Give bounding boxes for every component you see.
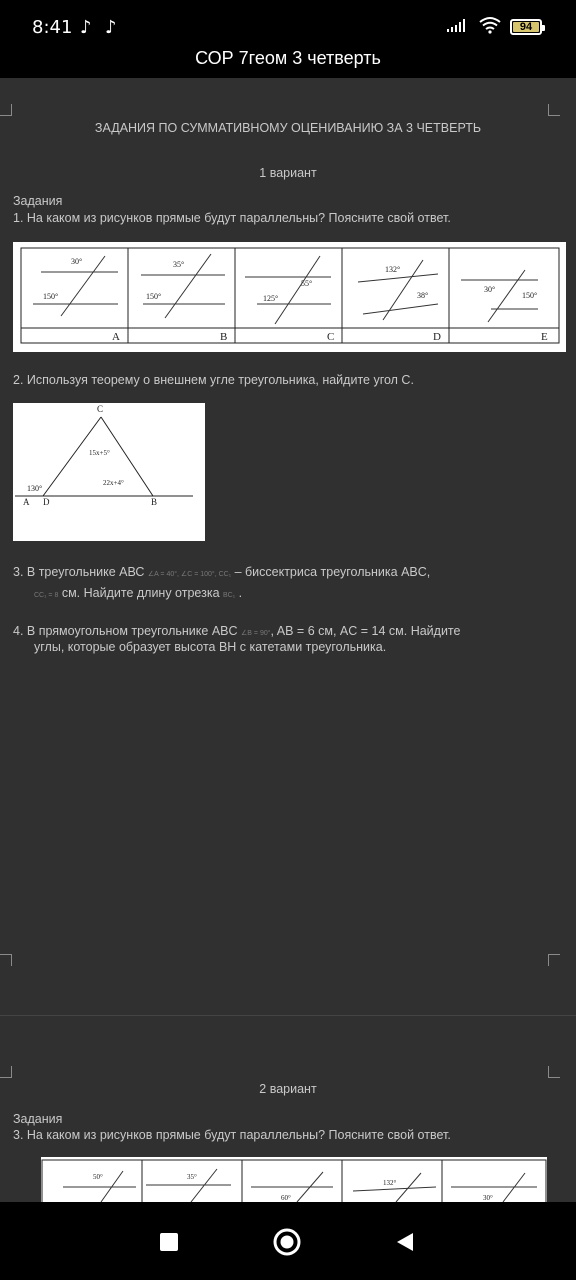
page-corner-mark	[548, 954, 560, 966]
angle-label: 30°	[484, 285, 496, 294]
angle-label: 132°	[385, 265, 401, 274]
q3-text: .	[238, 586, 243, 600]
back-button[interactable]	[393, 1230, 417, 1254]
angle-label: 38°	[417, 291, 429, 300]
wifi-icon	[478, 16, 502, 34]
question-3-line1	[13, 565, 430, 579]
cell-letter: A	[112, 331, 120, 343]
q3-formula: BC₁	[223, 592, 236, 599]
tiktok-icon: ♪	[105, 17, 117, 38]
question-3-line2	[34, 586, 242, 600]
angle-label: 50°	[93, 1173, 103, 1181]
angle-label: 30°	[71, 257, 83, 266]
page-corner-mark	[0, 1066, 12, 1078]
back-icon	[393, 1230, 417, 1254]
variant-label: 2 вариант	[259, 1082, 317, 1096]
tasks-label: Задания	[13, 1112, 63, 1126]
figure-svg	[41, 1157, 547, 1202]
vertex-c-label: C	[97, 404, 104, 414]
page-corner-mark	[548, 1066, 560, 1078]
page-corner-mark	[0, 104, 12, 116]
angle-label: 60°	[281, 1194, 291, 1202]
angle-label: 125°	[263, 294, 279, 303]
figure-svg	[13, 242, 566, 352]
parallel-lines-figure-v2	[41, 1157, 547, 1202]
parallel-lines-figure	[13, 242, 566, 352]
q3-text: – биссектриса треугольника ABC,	[234, 565, 431, 579]
question-2: 2. Используя теорему о внешнем угле треугольника, найдите угол C.	[13, 373, 414, 387]
page-corner-mark	[0, 954, 12, 966]
cell-letter: E	[541, 331, 548, 343]
cell-letter: C	[327, 331, 335, 343]
home-icon	[272, 1227, 302, 1257]
document-title: СОР 7геом 3 четверть	[195, 48, 381, 68]
clock: 8:41	[32, 17, 73, 38]
angle-label: 35°	[173, 260, 185, 269]
navigation-bar	[0, 1202, 576, 1280]
battery-icon	[510, 19, 542, 35]
q3-text: см. Найдите длину отрезка	[61, 586, 220, 600]
home-button[interactable]	[272, 1227, 302, 1257]
q3-formula: ∠A = 40°, ∠C = 100°, CC₁	[147, 571, 232, 578]
page-corner-mark	[548, 104, 560, 116]
triangle-figure	[13, 403, 205, 541]
variant-label: 1 вариант	[259, 166, 317, 180]
angle-label: 55°	[301, 279, 313, 288]
angle-label: 30°	[483, 1194, 493, 1202]
angle-label: 35°	[187, 1173, 197, 1181]
q3-text: 3. В треугольнике АВС	[13, 565, 145, 579]
q4-formula: ∠B = 90°	[241, 630, 271, 637]
vertex-b-label: B	[151, 497, 158, 507]
vertex-a-label: A	[23, 497, 30, 507]
angle-label: 150°	[43, 292, 59, 301]
angle-expr-top: 15x+5°	[89, 449, 110, 457]
signal-icon	[447, 18, 469, 32]
q3-formula: CC₁ = 8	[34, 592, 59, 599]
question-4-line1	[13, 624, 460, 638]
question-3-v2: 3. На каком из рисунков прямые будут параллельны? Поясните свой ответ.	[13, 1128, 451, 1142]
recents-button[interactable]	[158, 1231, 180, 1253]
question-4-line2: углы, которые образует высота BH с катетами треугольника.	[34, 640, 387, 654]
triangle-svg	[13, 403, 205, 541]
page-separator	[0, 1015, 576, 1016]
recents-icon	[160, 1233, 178, 1251]
tasks-label: Задания	[13, 194, 63, 208]
cell-letter: D	[433, 331, 441, 343]
battery-level: 94	[519, 21, 533, 33]
angle-label: 150°	[522, 291, 538, 300]
app-bar	[0, 38, 576, 78]
tiktok-icon: ♪	[80, 17, 92, 38]
vertex-d-label: D	[43, 497, 50, 507]
cell-letter: B	[220, 331, 228, 343]
angle-label: 132°	[383, 1179, 397, 1187]
question-1: 1. На каком из рисунков прямые будут параллельны? Поясните свой ответ.	[13, 211, 451, 225]
angle-expr-right: 22x+4°	[103, 479, 124, 487]
q4-text: 4. В прямоугольном треугольнике ABC	[13, 624, 238, 638]
angle-label: 150°	[146, 292, 162, 301]
doc-heading: ЗАДАНИЯ ПО СУММАТИВНОМУ ОЦЕНИВАНИЮ ЗА 3 ЧЕТВЕРТЬ	[94, 121, 482, 135]
exterior-angle-label: 130°	[27, 484, 43, 493]
q4-text: , AB = 6 см, AC = 14 см. Найдите	[270, 624, 461, 638]
